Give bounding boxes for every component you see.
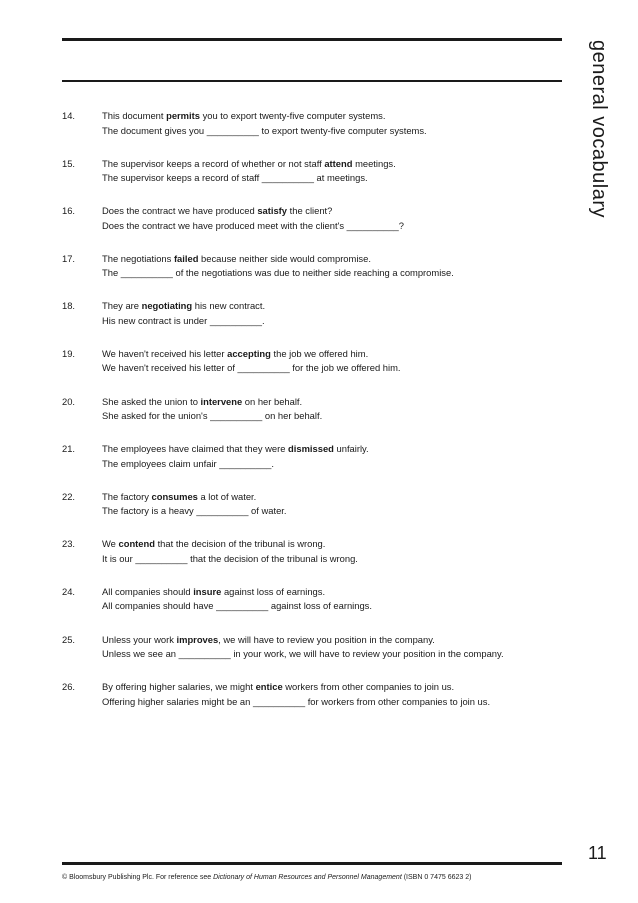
exercise-item bbox=[62, 442, 562, 490]
sentence-end: his new contract. bbox=[192, 300, 266, 312]
exercise-item bbox=[62, 585, 562, 633]
sentence-start: All companies should bbox=[102, 585, 194, 597]
gap-sentence: Does the contract we have produced meet with the client's __________? bbox=[102, 219, 404, 231]
keyword: satisfy bbox=[257, 205, 288, 217]
item-number: 15. bbox=[62, 157, 76, 169]
page-number: 11 bbox=[588, 843, 607, 863]
gap-sentence: It is our __________ that the decision of the tribunal is wrong. bbox=[102, 552, 358, 564]
gap-sentence: The document gives you __________ to export twenty-five computer systems. bbox=[102, 124, 427, 136]
keyword: dismissed bbox=[288, 443, 334, 455]
item-number: 18. bbox=[62, 300, 76, 312]
gap-sentence: She asked for the union's __________ on her behalf. bbox=[102, 410, 323, 422]
exercise-item bbox=[62, 633, 562, 681]
sentence-end: that the decision of the tribunal is wrong. bbox=[154, 538, 326, 550]
keyword: insure bbox=[193, 585, 222, 597]
gap-sentence: His new contract is under __________. bbox=[102, 314, 265, 326]
exercise-item bbox=[62, 157, 562, 205]
sentence-end: the job we offered him. bbox=[270, 347, 369, 359]
footer-book-title: Dictionary of Human Resources and Personnel Management bbox=[213, 874, 402, 881]
sentence-end: meetings. bbox=[352, 157, 396, 169]
item-number: 20. bbox=[62, 395, 76, 407]
item-number: 16. bbox=[62, 205, 76, 217]
sentence-end: the client? bbox=[287, 205, 333, 217]
sentence-start: This document bbox=[102, 110, 167, 121]
source-sentence bbox=[102, 680, 454, 695]
sentence-start: We bbox=[102, 538, 119, 550]
source-sentence bbox=[102, 537, 325, 552]
exercise-item bbox=[62, 537, 562, 585]
item-number: 17. bbox=[62, 252, 76, 264]
exercise-item bbox=[62, 204, 562, 252]
source-sentence bbox=[102, 633, 435, 648]
exercise-item bbox=[62, 347, 562, 395]
sentence-start: The negotiations bbox=[102, 252, 174, 264]
exercise-item bbox=[62, 490, 562, 538]
source-sentence bbox=[102, 204, 332, 219]
exercise-item bbox=[62, 252, 562, 300]
gap-sentence: We haven't received his letter of __________ for the job we offered him. bbox=[102, 362, 401, 374]
sentence-start: The supervisor keeps a record of whether or not staff bbox=[102, 157, 325, 169]
keyword: failed bbox=[173, 252, 199, 264]
item-number: 21. bbox=[62, 443, 76, 455]
footer-suffix: (ISBN 0 7475 6623 2) bbox=[401, 874, 472, 881]
exercise-item bbox=[62, 680, 562, 728]
item-number: 22. bbox=[62, 490, 76, 502]
item-number: 19. bbox=[62, 347, 76, 359]
sentence-end: against loss of earnings. bbox=[221, 585, 326, 597]
gap-sentence: The supervisor keeps a record of staff __________ at meetings. bbox=[102, 172, 368, 184]
source-sentence bbox=[102, 299, 265, 314]
sentence-start: The factory bbox=[102, 490, 152, 502]
sentence-start: We haven't received his letter bbox=[102, 347, 228, 359]
gap-sentence: Offering higher salaries might be an __________ for workers from other companies to join us. bbox=[102, 695, 491, 707]
sentence-start: She asked the union to bbox=[102, 395, 201, 407]
source-sentence bbox=[102, 109, 385, 124]
exercise-list bbox=[62, 109, 562, 728]
bottom-rule bbox=[62, 862, 562, 865]
exercise-item bbox=[62, 299, 562, 347]
source-sentence bbox=[102, 157, 396, 172]
exercise-item bbox=[62, 395, 562, 443]
sentence-start: By offering higher salaries, we might bbox=[102, 681, 256, 693]
keyword: contend bbox=[118, 538, 155, 550]
header-rule bbox=[62, 80, 562, 82]
item-number: 14. bbox=[62, 110, 76, 121]
sentence-start: Unless your work bbox=[102, 633, 177, 645]
sentence-end: , we will have to review you position in the company. bbox=[218, 633, 435, 645]
sentence-start: They are bbox=[102, 300, 142, 312]
source-sentence bbox=[102, 490, 256, 505]
sentence-end: unfairly. bbox=[333, 443, 369, 455]
sentence-end: workers from other companies to join us. bbox=[282, 681, 455, 693]
sentence-end: you to export twenty-five computer systems. bbox=[199, 110, 386, 121]
footer-copyright bbox=[62, 874, 471, 881]
sentence-start: The employees have claimed that they were bbox=[102, 443, 289, 455]
keyword: improves bbox=[176, 633, 219, 645]
gap-sentence: Unless we see an __________ in your work, we will have to review your position in the company. bbox=[102, 648, 504, 660]
keyword: accepting bbox=[227, 347, 271, 359]
keyword: attend bbox=[324, 157, 353, 169]
item-number: 24. bbox=[62, 585, 76, 597]
keyword: intervene bbox=[200, 395, 243, 407]
item-number: 23. bbox=[62, 538, 76, 550]
item-number: 26. bbox=[62, 681, 76, 693]
gap-sentence: The factory is a heavy __________ of water. bbox=[102, 505, 287, 517]
source-sentence bbox=[102, 347, 368, 362]
keyword: entice bbox=[255, 681, 283, 693]
gap-sentence: The employees claim unfair __________. bbox=[102, 457, 274, 469]
sentence-end: on her behalf. bbox=[242, 395, 303, 407]
section-title: general vocabulary bbox=[588, 40, 610, 218]
footer-prefix: © Bloomsbury Publishing Plc. For reference see bbox=[62, 874, 214, 881]
exercise-item bbox=[62, 109, 562, 157]
source-sentence bbox=[102, 442, 369, 457]
keyword: consumes bbox=[151, 490, 198, 502]
gap-sentence: The __________ of the negotiations was due to neither side reaching a compromise. bbox=[102, 267, 454, 279]
keyword: negotiating bbox=[141, 300, 193, 312]
sentence-start: Does the contract we have produced bbox=[102, 205, 258, 217]
source-sentence bbox=[102, 395, 302, 410]
sentence-end: because neither side would compromise. bbox=[198, 252, 371, 264]
keyword: permits bbox=[166, 110, 200, 121]
item-number: 25. bbox=[62, 633, 76, 645]
gap-sentence: All companies should have __________ against loss of earnings. bbox=[102, 600, 372, 612]
source-sentence bbox=[102, 585, 325, 600]
top-rule bbox=[62, 38, 562, 41]
sentence-end: a lot of water. bbox=[197, 490, 257, 502]
source-sentence bbox=[102, 252, 371, 267]
